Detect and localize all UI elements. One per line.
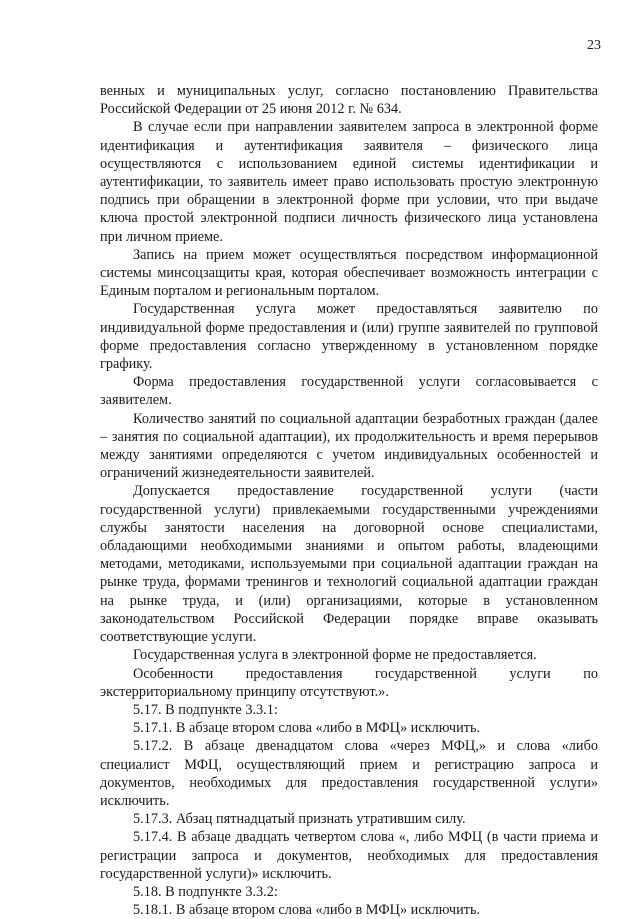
list-item: 5.17.4. В абзаце двадцать четвертом слова «, либо МФЦ (в части приема и регистрации запроса и документов, необходимых для предоставления государственной услуги)» исключить. xyxy=(100,829,598,882)
page-number: 23 xyxy=(587,38,601,53)
paragraph: Количество занятий по социальной адаптации безработных граждан (далее – занятия по социальной адаптации), их продолжительность и время перерывов между занятиями определяются с учетом индивидуальных особенностей и ограничений жизнедеятельности заявителей. xyxy=(100,410,598,482)
document-body xyxy=(100,82,598,919)
list-item: 5.17. В подпункте 3.3.1: xyxy=(133,701,278,718)
list-item: 5.17.1. В абзаце втором слова «либо в МФЦ» исключить. xyxy=(133,720,481,737)
list-item: 5.18.1. В абзаце втором слова «либо в МФЦ» исключить. xyxy=(133,902,481,919)
list-item: 5.18. В подпункте 3.3.2: xyxy=(133,883,278,900)
paragraph: Государственная услуга может предоставляться заявителю по индивидуальной форме предоставления и (или) группе заявителей по групповой форме предоставления согласно утвержденному в установленном порядке графику. xyxy=(100,301,598,373)
list-item: 5.17.2. В абзаце двенадцатом слова «через МФЦ,» и слова «либо специалист МФЦ, осуществляющий прием и регистрацию запроса и документов, необходимых для предоставления государственной услуги» исключить. xyxy=(100,738,598,809)
paragraph: Запись на прием может осуществляться посредством информационной системы минсоцзащиты края, которая обеспечивает возможность интеграции с Единым порталом и региональным порталом. xyxy=(100,246,598,300)
list-item: 5.17.3. Абзац пятнадцатый признать утратившим силу. xyxy=(133,811,466,828)
paragraph: Допускается предоставление государственной услуги (части государственной услуги) привлекаемыми государственными учреждениями службы занятости населения на договорной основе специалистами, обладающими необходимыми знаниями и опытом работы, владеющими методами, методиками, используемыми при социальной адаптации граждан на рынке труда, формами тренингов и технологий социальной адаптации граждан на рынке труда, и (или) организациями, которые в установленном законодательством Российской Федерации порядке вправе оказывать соответствующие услуги. xyxy=(100,483,598,646)
paragraph: Особенности предоставления государственной услуги по экстерриториальному принципу отсутствуют.». xyxy=(100,665,598,700)
paragraph: В случае если при направлении заявителем запроса в электронной форме идентификация и аутентификация заявителя – физического лица осуществляются с использованием единой системы идентификации и аутентификации, то заявитель имеет право использовать простую электронную подпись при обращении в электронной форме при условии, что при выдаче ключа простой электронной подписи личность физического лица установлена при личном приеме. xyxy=(100,119,598,245)
paragraph: Государственная услуга в электронной форме не предоставляется. xyxy=(133,647,537,664)
paragraph-continuation: венных и муниципальных услуг, согласно постановлению Правительства Российской Федерации от 25 июня 2012 г. № 634. xyxy=(100,83,598,118)
paragraph: Форма предоставления государственной услуги согласовывается с заявителем. xyxy=(100,374,598,409)
